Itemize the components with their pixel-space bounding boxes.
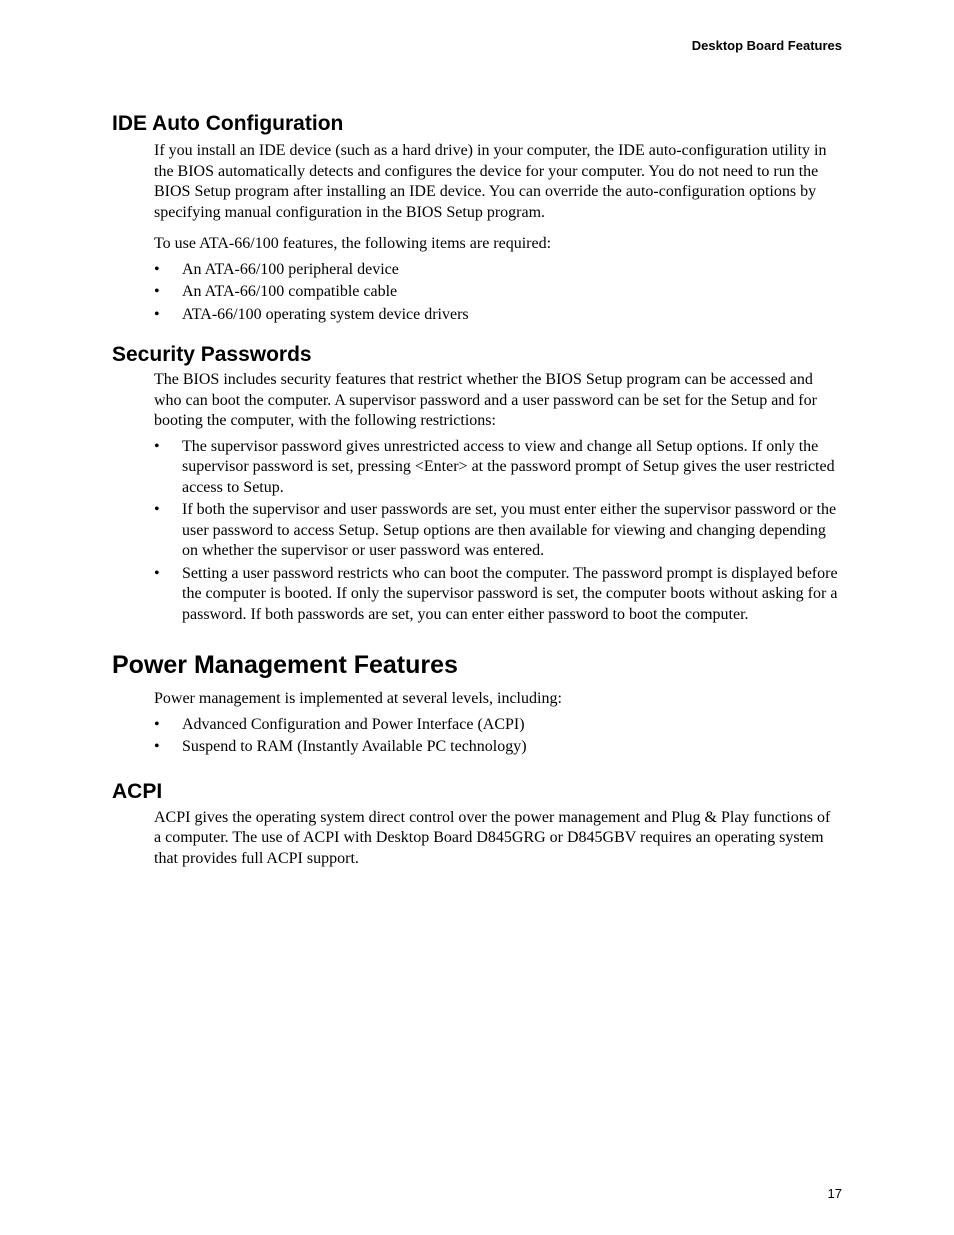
- list-item: [154, 737, 840, 758]
- power-levels-list: [154, 715, 840, 758]
- acpi-paragraph-1: ACPI gives the operating system direct control over the power management and Plug & Play functions of a computer. The use of ACPI with Desktop Board D845GRG or D845GBV requires an operating system that provides full ACPI support.: [154, 808, 831, 867]
- page-content: [112, 110, 840, 869]
- bullet-icon: •: [154, 715, 160, 733]
- bullet-icon: •: [154, 305, 160, 323]
- security-restrictions-list: [154, 437, 840, 626]
- page-number: 17: [827, 1186, 842, 1201]
- bullet-icon: •: [154, 738, 160, 755]
- heading-security-passwords: Security Passwords: [112, 343, 312, 366]
- ide-paragraph-1: If you install an IDE device (such as a hard drive) in your computer, the IDE auto-configuration utility in the BIOS automatically detects and configures the device for your computer. You do not need to run the BIOS Setup program after installing an IDE device. You can override the auto-configuration options by specifying manual configuration in the BIOS Setup program.: [154, 142, 827, 221]
- list-item-text: An ATA-66/100 compatible cable: [182, 283, 398, 300]
- list-item-text: If both the supervisor and user passwords are set, you must enter either the supervisor password or the user password to access Setup. Setup options are then available for viewing and changing depending on whether the supervisor or user password was entered.: [182, 501, 837, 559]
- list-item: [154, 305, 840, 326]
- list-item-text: Setting a user password restricts who can boot the computer. The password prompt is displayed before the computer is booted. If only the supervisor password is set, the computer boots without asking for a password. If both passwords are set, you can enter either password to boot the computer.: [182, 564, 838, 623]
- list-item: [154, 500, 840, 562]
- heading-acpi: ACPI: [112, 779, 163, 803]
- list-item-text: Suspend to RAM (Instantly Available PC technology): [182, 738, 527, 755]
- list-item-text: Advanced Configuration and Power Interface (ACPI): [182, 715, 525, 733]
- list-item: [154, 437, 840, 499]
- list-item: [154, 564, 840, 626]
- heading-ide-auto-configuration: IDE Auto Configuration: [112, 112, 344, 135]
- list-item-text: An ATA-66/100 peripheral device: [182, 260, 399, 278]
- power-paragraph-1: Power management is implemented at several levels, including:: [154, 690, 562, 707]
- list-item-text: ATA-66/100 operating system device drivers: [182, 305, 469, 323]
- ide-paragraph-2: To use ATA-66/100 features, the following items are required:: [154, 235, 552, 252]
- list-item: [154, 282, 840, 303]
- heading-power-management-features: Power Management Features: [112, 651, 458, 679]
- list-item-text: The supervisor password gives unrestricted access to view and change all Setup options. If only the supervisor password is set, pressing <Enter> at the password prompt of Setup gives the user restricted access to Setup.: [182, 437, 835, 496]
- bullet-icon: •: [154, 501, 160, 518]
- ide-requirements-list: [154, 260, 840, 326]
- list-item: [154, 715, 840, 736]
- bullet-icon: •: [154, 437, 160, 455]
- running-header: Desktop Board Features: [691, 38, 842, 53]
- bullet-icon: •: [154, 260, 160, 278]
- security-paragraph-1: The BIOS includes security features that restrict whether the BIOS Setup program can be accessed and who can boot the computer. A supervisor password and a user password can be set for the Setup and for booting the computer, with the following restrictions:: [154, 371, 817, 429]
- bullet-icon: •: [154, 283, 160, 300]
- list-item: [154, 260, 840, 281]
- bullet-icon: •: [154, 564, 160, 582]
